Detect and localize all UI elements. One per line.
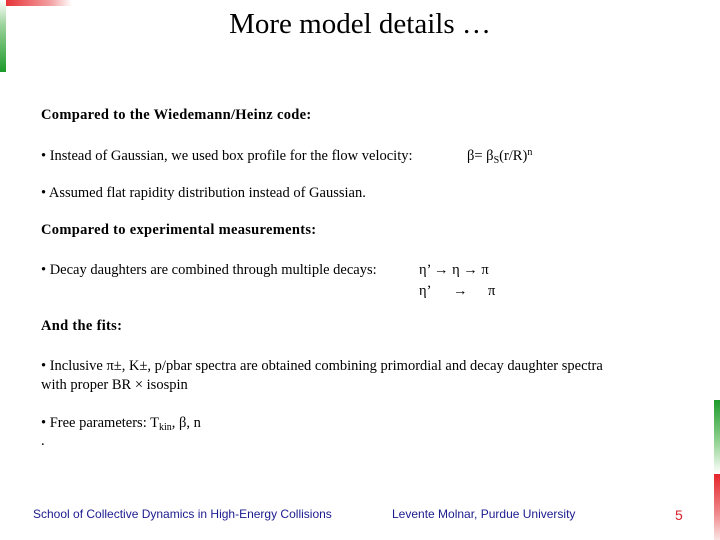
bullet-decay-daughters: • Decay daughters are combined through multiple decays: <box>41 262 377 278</box>
footer-school-name: School of Collective Dynamics in High-Energy Collisions <box>33 507 332 521</box>
bullet-free-parameters <box>41 414 201 437</box>
trailing-dot: . <box>41 433 45 449</box>
bullet-box-profile <box>41 147 413 166</box>
heading-experimental: Compared to experimental measurements: <box>41 222 317 238</box>
bottom-right-green-bar <box>714 400 720 474</box>
free-params-subscript: kin <box>158 422 172 433</box>
decay-chain-2-arrow: → <box>453 283 468 299</box>
decay-chain-2-end: π <box>488 283 496 299</box>
decay-chain-2-start: η’ <box>419 283 432 299</box>
bullet-inclusive-spectra-line1: • Inclusive π±, K±, p/pbar spectra are obtained combining primordial and decay daughter spectra <box>41 358 603 374</box>
flow-velocity-formula <box>467 147 532 166</box>
bullet-inclusive-spectra-line2: with proper BR × isospin <box>41 377 188 393</box>
free-params-suffix: , β, n <box>171 415 201 431</box>
formula-lhs: β= β <box>467 148 494 164</box>
footer-author: Levente Molnar, Purdue University <box>392 507 576 521</box>
formula-subscript: S <box>493 155 500 166</box>
bullet-box-profile-text: • Instead of Gaussian, we used box profile for the flow velocity: <box>41 148 413 164</box>
formula-superscript: n <box>527 147 533 158</box>
bottom-right-red-bar <box>714 474 720 540</box>
slide-title: More model details … <box>229 8 491 40</box>
bullet-flat-rapidity: • Assumed flat rapidity distribution instead of Gaussian. <box>41 185 366 201</box>
page-number: 5 <box>675 507 683 523</box>
formula-rhs: (r/R) <box>499 148 528 164</box>
heading-wiedemann-heinz: Compared to the Wiedemann/Heinz code: <box>41 107 312 123</box>
free-params-prefix: • Free parameters: T <box>41 415 159 431</box>
heading-fits: And the fits: <box>41 318 123 334</box>
decay-chain-1: η’ → η → π <box>419 262 489 278</box>
